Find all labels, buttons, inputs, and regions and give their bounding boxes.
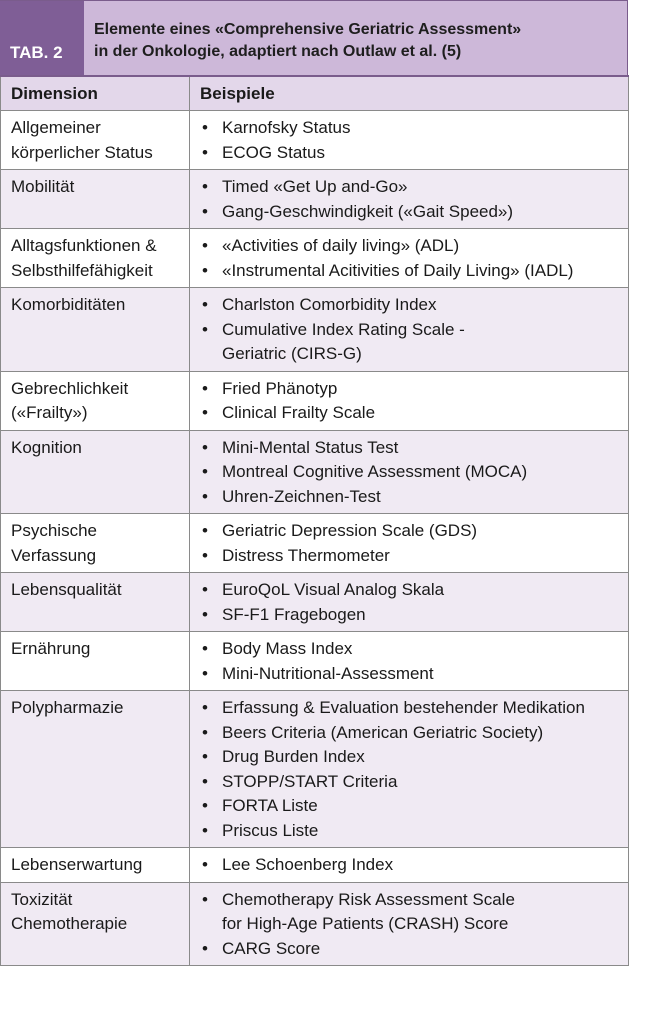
example-text: Geriatric (CIRS-G): [222, 344, 362, 363]
example-text: • FORTA Liste: [222, 796, 318, 815]
example-list-item: [200, 116, 618, 141]
dimension-text: Toxizität: [11, 889, 73, 909]
example-list-item: [200, 175, 618, 200]
examples-list: [200, 637, 618, 686]
example-text: • Karnofsky Status: [222, 118, 351, 137]
example-text: • ECOG Status: [222, 142, 325, 162]
dimension-cell: [1, 229, 190, 288]
example-list-item: [200, 318, 618, 367]
table-row: [1, 882, 629, 966]
table-number-label: TAB. 2: [0, 1, 84, 75]
example-text: • Mini-Nutritional-Assessment: [222, 663, 434, 683]
example-list-item: [200, 745, 618, 770]
table-row: [1, 691, 629, 848]
example-text: • Geriatric Depression Scale (GDS): [222, 521, 478, 540]
example-text: • STOPP/START Criteria: [222, 771, 398, 791]
example-text: • Timed «Get Up and-Go»: [222, 177, 408, 196]
example-list-item: [200, 234, 618, 259]
dimension-text: Lebensqualität: [11, 580, 122, 599]
example-text: • Charlston Comorbidity Index: [222, 295, 437, 314]
example-text: • Cumulative Index Rating Scale -: [222, 319, 465, 339]
table-row: [1, 632, 629, 691]
example-text: • Uhren-Zeichnen-Test: [222, 486, 381, 506]
example-list-item: [200, 259, 618, 284]
examples-list: [200, 116, 618, 165]
table-row: [1, 288, 629, 372]
dimension-text: Komorbiditäten: [11, 295, 126, 314]
examples-cell: [190, 111, 629, 170]
examples-list: [200, 519, 618, 568]
examples-cell: [190, 170, 629, 229]
dimension-cell: [1, 573, 190, 632]
dimension-text: Allgemeiner: [11, 118, 101, 137]
table-body: [1, 111, 629, 966]
example-text: • Mini-Mental Status Test: [222, 437, 399, 457]
example-text: • Clinical Frailty Scale: [222, 403, 376, 422]
examples-list: [200, 436, 618, 510]
table-row: [1, 229, 629, 288]
examples-list: [200, 696, 618, 843]
example-list-item: [200, 819, 618, 844]
example-list-item: [200, 770, 618, 795]
table-row: [1, 514, 629, 573]
example-list-item: [200, 721, 618, 746]
column-header-dimension: Dimension: [1, 76, 190, 111]
table-row: [1, 573, 629, 632]
example-text: • «Activities of daily living» (ADL): [222, 236, 460, 255]
example-text: • Gang-Geschwindigkeit («Gait Speed»): [222, 201, 514, 221]
example-list-item: [200, 637, 618, 662]
examples-cell: [190, 882, 629, 966]
example-text: • Drug Burden Index: [222, 747, 365, 766]
dimension-text: («Frailty»): [11, 403, 88, 422]
dimension-text: Selbsthilfefähigkeit: [11, 260, 153, 280]
examples-cell: [190, 229, 629, 288]
example-list-item: [200, 485, 618, 510]
dimension-text: Psychische: [11, 521, 97, 540]
dimension-cell: [1, 111, 190, 170]
example-text: • Distress Thermometer: [222, 545, 390, 565]
example-text: • Chemotherapy Risk Assessment Scale: [222, 889, 515, 909]
example-text: • Body Mass Index: [222, 639, 353, 658]
example-list-item: [200, 436, 618, 461]
examples-cell: [190, 691, 629, 848]
example-text: • Priscus Liste: [222, 820, 319, 840]
example-list-item: [200, 141, 618, 166]
examples-list: [200, 853, 618, 878]
dimension-text: Gebrechlichkeit: [11, 378, 129, 398]
dimension-cell: [1, 848, 190, 883]
example-text: • CARG Score: [222, 938, 321, 958]
dimension-cell: [1, 371, 190, 430]
table-row: [1, 430, 629, 514]
table-row: [1, 111, 629, 170]
examples-cell: [190, 848, 629, 883]
examples-cell: [190, 430, 629, 514]
example-list-item: [200, 853, 618, 878]
example-list-item: [200, 937, 618, 962]
examples-list: [200, 578, 618, 627]
examples-cell: [190, 573, 629, 632]
assessment-table: [0, 75, 629, 966]
example-text: • Montreal Cognitive Assessment (MOCA): [222, 462, 528, 481]
dimension-text: Verfassung: [11, 545, 97, 565]
dimension-text: Kognition: [11, 437, 82, 457]
dimension-text: Lebenserwartung: [11, 855, 143, 874]
dimension-text: Polypharmazie: [11, 698, 124, 717]
example-text: for High-Age Patients (CRASH) Score: [222, 914, 509, 933]
dimension-cell: [1, 430, 190, 514]
example-list-item: [200, 578, 618, 603]
examples-cell: [190, 632, 629, 691]
example-text: • Beers Criteria (American Geriatric Society): [222, 722, 544, 742]
example-list-item: [200, 544, 618, 569]
example-list-item: [200, 662, 618, 687]
example-text: • Fried Phänotyp: [222, 378, 338, 398]
dimension-cell: [1, 882, 190, 966]
example-list-item: [200, 293, 618, 318]
examples-list: [200, 888, 618, 962]
table-row: [1, 170, 629, 229]
example-list-item: [200, 200, 618, 225]
example-text: • Lee Schoenberg Index: [222, 855, 394, 874]
example-list-item: [200, 519, 618, 544]
example-list-item: [200, 377, 618, 402]
table-title-line: Elemente eines «Comprehensive Geriatric Assessment»: [94, 21, 522, 38]
dimension-text: Ernährung: [11, 639, 91, 658]
table-title-line: in der Onkologie, adaptiert nach Outlaw et al. (5): [94, 43, 462, 60]
dimension-cell: [1, 288, 190, 372]
example-text: • «Instrumental Acitivities of Daily Living» (IADL): [222, 260, 574, 280]
table-row: [1, 371, 629, 430]
table-header-banner: [0, 0, 628, 75]
table-row: [1, 848, 629, 883]
example-text: • EuroQoL Visual Analog Skala: [222, 580, 445, 599]
example-list-item: [200, 603, 618, 628]
dimension-cell: [1, 514, 190, 573]
examples-list: [200, 234, 618, 283]
examples-list: [200, 293, 618, 367]
example-text: • Erfassung & Evaluation bestehender Medikation: [222, 698, 585, 717]
dimension-text: Alltagsfunktionen &: [11, 236, 157, 255]
table-title: [84, 1, 628, 75]
example-list-item: [200, 888, 618, 937]
column-header-row: [1, 76, 629, 111]
dimension-cell: [1, 170, 190, 229]
dimension-cell: [1, 691, 190, 848]
example-list-item: [200, 401, 618, 426]
examples-list: [200, 377, 618, 426]
example-list-item: [200, 696, 618, 721]
dimension-text: körperlicher Status: [11, 142, 153, 162]
dimension-cell: [1, 632, 190, 691]
examples-cell: [190, 371, 629, 430]
dimension-text: Mobilität: [11, 177, 75, 196]
column-header-examples: Beispiele: [190, 76, 629, 111]
example-list-item: [200, 460, 618, 485]
examples-list: [200, 175, 618, 224]
examples-cell: [190, 288, 629, 372]
examples-cell: [190, 514, 629, 573]
dimension-text: Chemotherapie: [11, 914, 128, 933]
example-list-item: [200, 794, 618, 819]
example-text: • SF-F1 Fragebogen: [222, 604, 366, 624]
